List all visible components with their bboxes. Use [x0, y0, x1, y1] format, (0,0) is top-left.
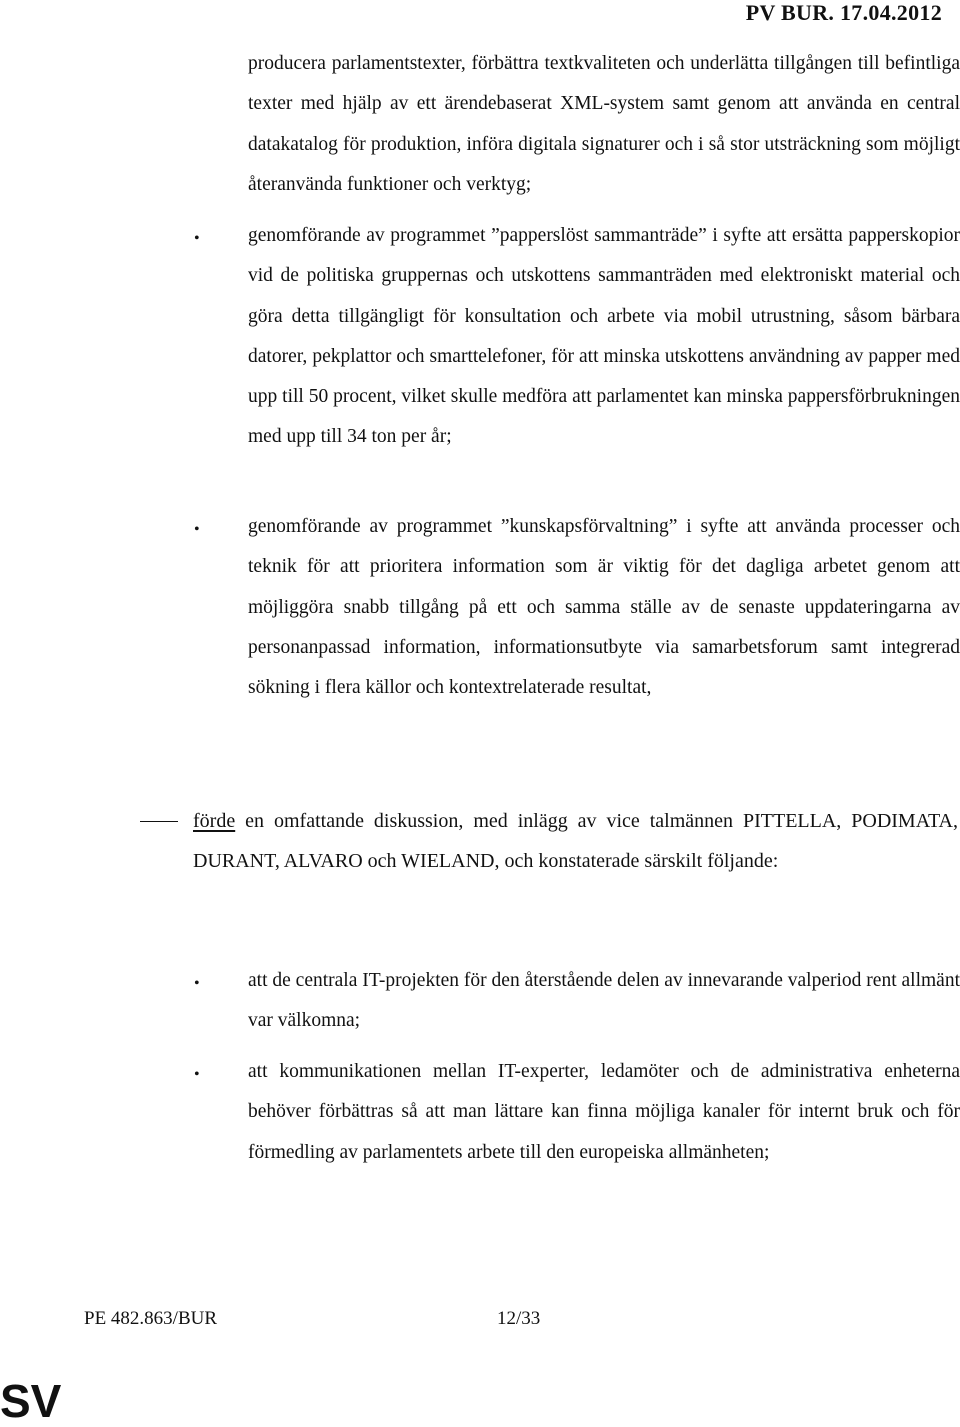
document-reference: PE 482.863/BUR — [84, 1308, 218, 1329]
bullet-item-knowledge-management: genomförande av programmet ”kunskapsförvaltning” i syfte att använda processer och teknik för att prioritera information som är viktig för det dagliga arbetet genom att möjliggöra snabb tillgång på ett och samma ställe av de senaste uppdateringarna av personanpassad information, informationsutbyte via samarbetsforum samt integrerad sökning i flera källor och kontextrelaterade resultat, — [248, 516, 960, 699]
bullet-item-paperless: genomförande av programmet ”papperslöst sammanträde” i syfte att ersätta papperskopior vid de politiska gruppernas och utskottens sammanträden med elektroniskt material och göra detta tillgängligt för konsultation och arbete via mobil utrustning, såsom bärbara datorer, pekplattor och smarttelefoner, för att minska utskottens användning av papper med upp till 50 procent, vilket skulle medföra att parlamentet kan minska pappersförbrukningen med upp till 34 ton per år; — [248, 225, 960, 448]
main-paragraph — [193, 801, 958, 881]
bullet-item-it-projects: att de centrala IT-projekten för den återstående delen av innevarande valperiod rent allmänt var välkomna; — [248, 970, 960, 1032]
main-paragraph-verb: förde — [193, 810, 236, 832]
language-code: SV — [0, 1375, 62, 1427]
dash-marker — [140, 821, 178, 822]
page-number: 12/33 — [497, 1308, 541, 1329]
bullet-marker: • — [194, 521, 200, 538]
bullet-marker: • — [194, 1066, 200, 1083]
continuation-paragraph: producera parlamentstexter, förbättra textkvaliteten och underlätta tillgången till befintliga texter med hjälp av ett ärendebaserat XML-system samt genom att använda en central datakatalog för produktion, införa digitala signaturer och i så stor utsträckning som möjligt återanvända funktioner och verktyg; — [248, 53, 960, 195]
main-paragraph-text: en omfattande diskussion, med inlägg av vice talmännen PITTELLA, PODIMATA, DURANT, ALVARO och WIELAND, och konstaterade särskilt följande: — [193, 810, 958, 872]
bullet-marker: • — [194, 975, 200, 992]
bullet-item-communication: att kommunikationen mellan IT-experter, ledamöter och de administrativa enheterna behöver förbättras så att man lättare kan finna möjliga kanaler för internt bruk och för förmedling av parlamentets arbete till den europeiska allmänheten; — [248, 1061, 960, 1163]
document-header: PV BUR. 17.04.2012 — [745, 0, 942, 25]
bullet-marker: • — [194, 230, 200, 247]
